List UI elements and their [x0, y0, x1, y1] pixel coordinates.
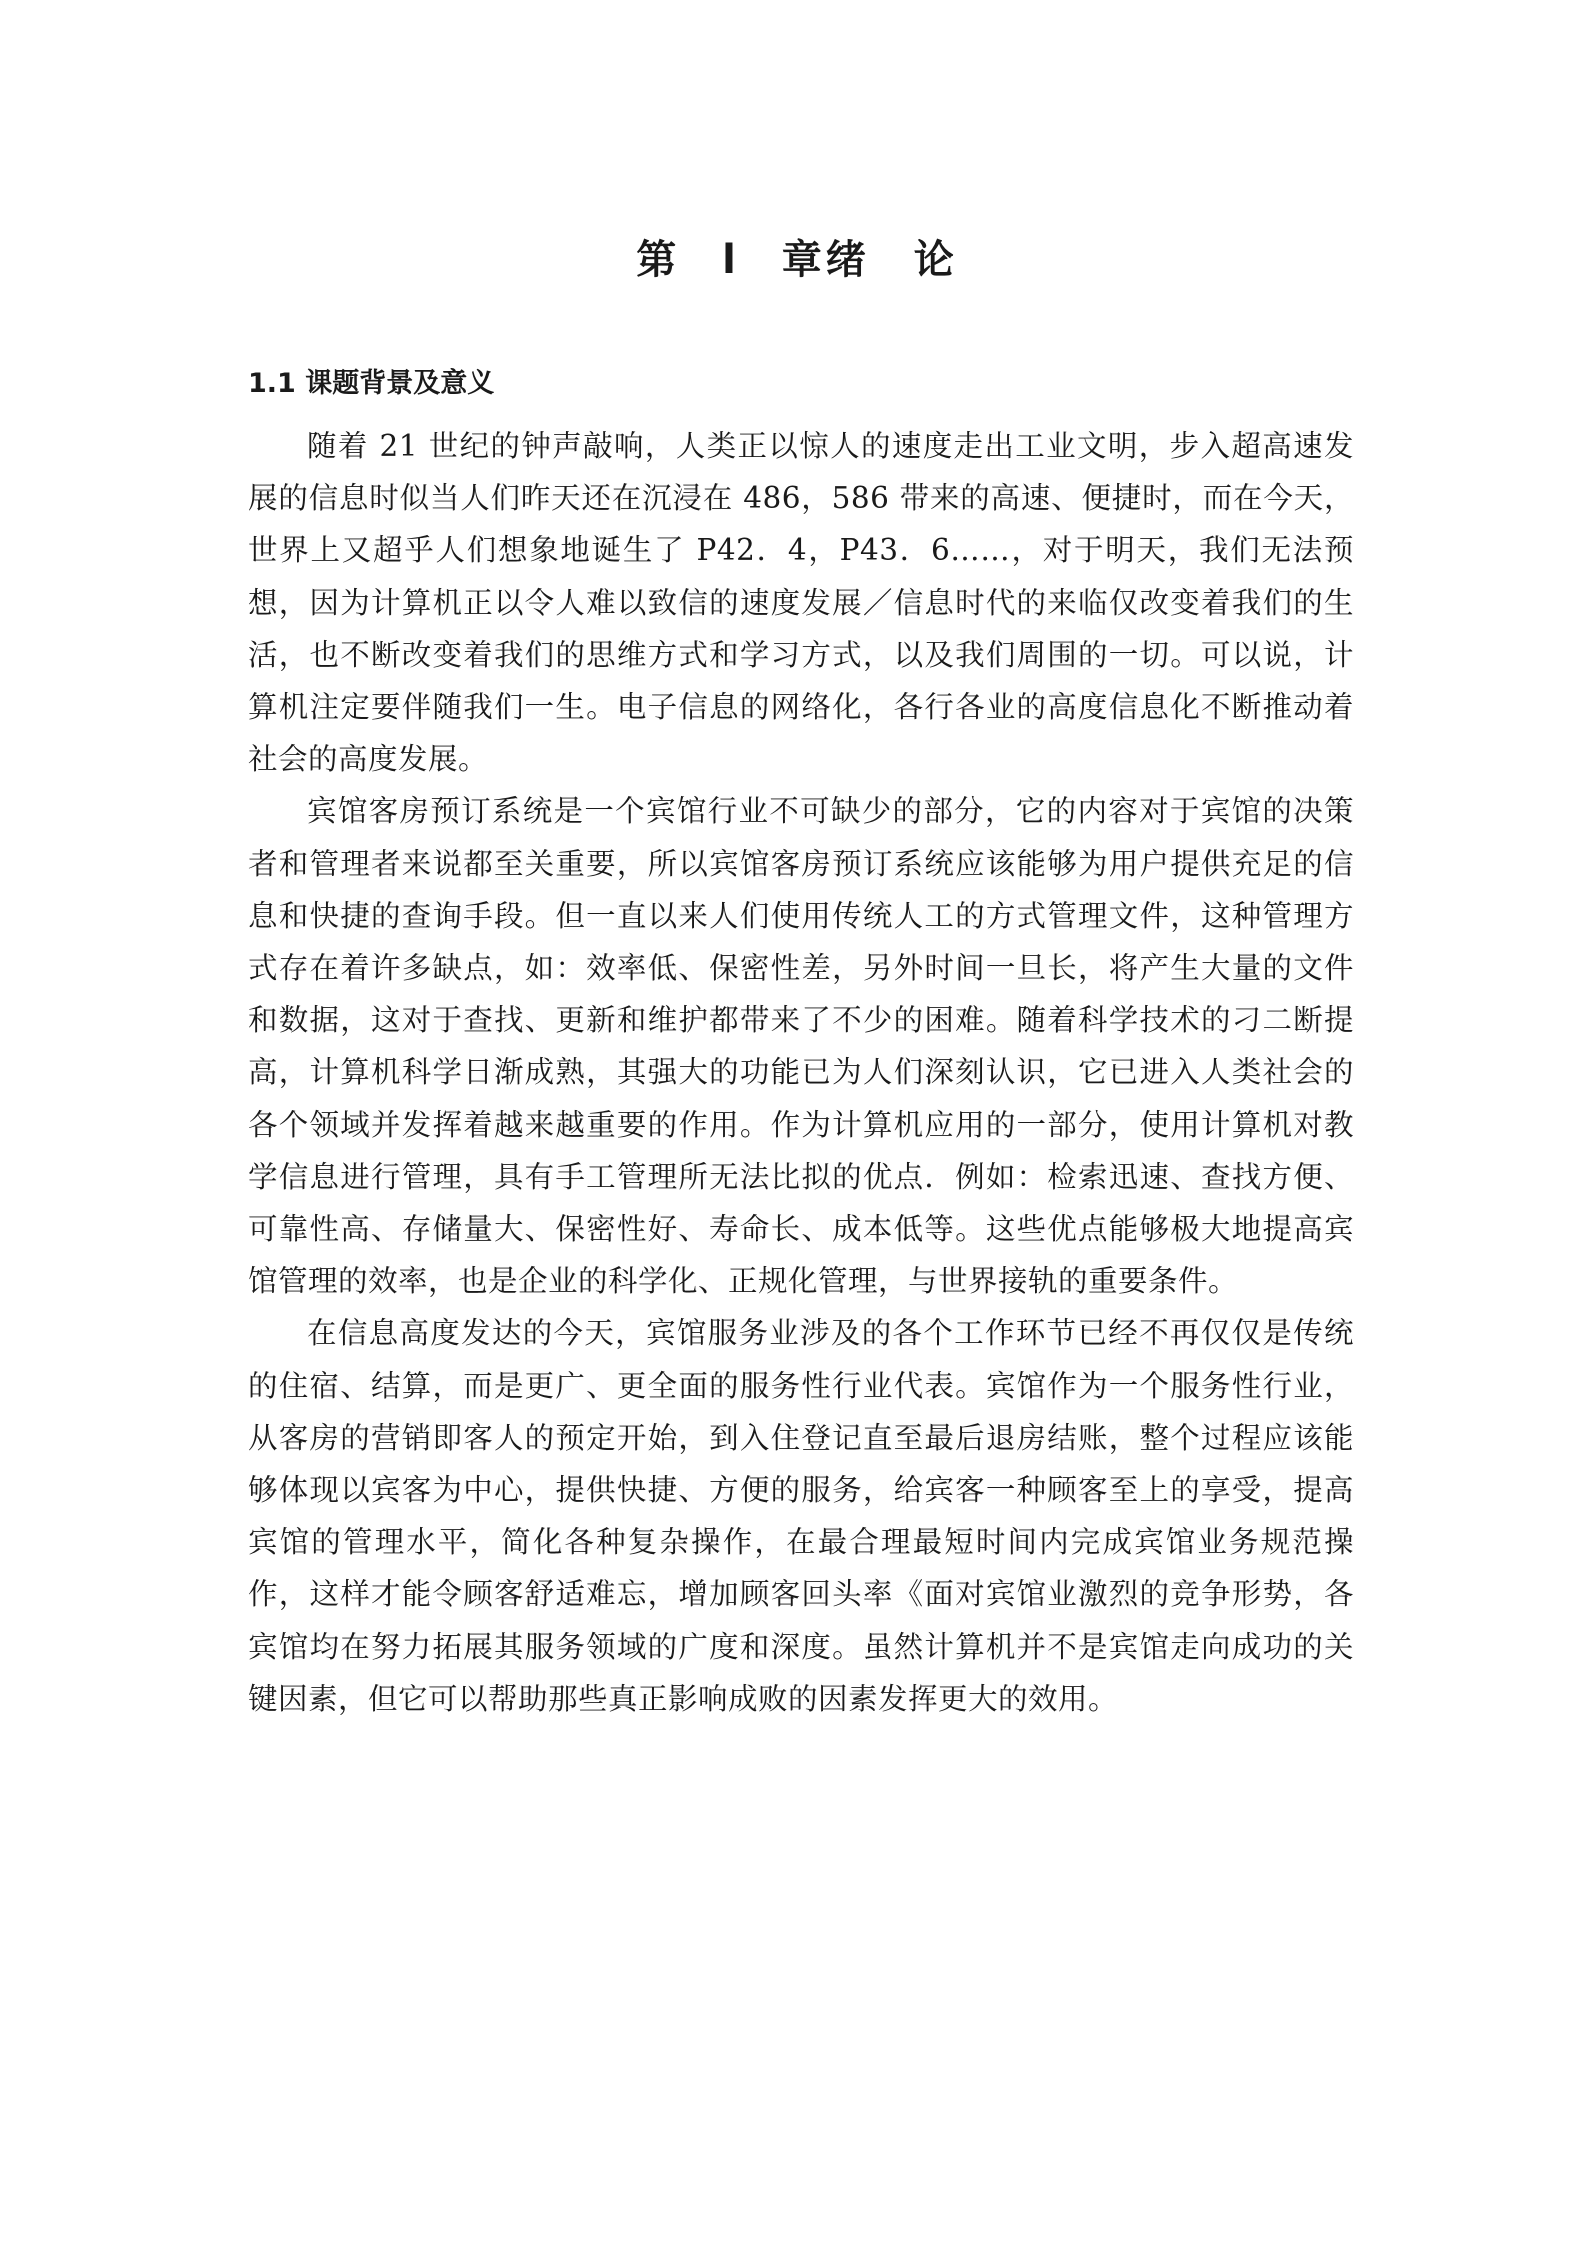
paragraph-3: 在信息高度发达的今天，宾馆服务业涉及的各个工作环节已经不再仅仅是传统的住宿、结算，而是更广、更全面的服务性行业代表。宾馆作为一个服务性行业，从客房的营销即客人的预定开始，到入住登记直至最后退房结账，整个过程应该能够体现以宾客为中心，提供快捷、方便的服务，给宾客一种顾客至上的享受，提高宾馆的管理水平，简化各种复杂操作，在最合理最短时间内完成宾馆业务规范操作，这样才能令顾客舒适难忘，增加顾客回头率《面对宾馆业激烈的竞争形势，各宾馆均在努力拓展其服务领域的广度和深度。虽然计算机并不是宾馆走向成功的关键因素，但它可以帮助那些真正影响成败的因素发挥更大的效用。 [248, 1316, 1354, 1716]
paragraph-1: 随着 21 世纪的钟声敲响，人类正以惊人的速度走出工业文明，步入超高速发展的信息时似当人们昨天还在沉浸在 486，586 带来的高速、便捷时，而在今天，世界上又超乎人们想象地诞生了 P42．4，P43．6……，对于明天，我们无法预想，因为计算机正以令人难以致信的速度发展／信息时代的来临仅改变着我们的生活，也不断改变着我们的思维方式和学习方式，以及我们周围的一切。可以说，计算机注定要伴随我们一生。电子信息的网络化，各行各业的高度信息化不断推动着社会的高度发展。 [248, 429, 1354, 777]
section-heading: 1.1 课题背景及意义 [248, 368, 495, 399]
body-text [248, 420, 1354, 1725]
chapter-title: 第 l 章绪 论 [636, 237, 958, 283]
paragraph-2: 宾馆客房预订系统是一个宾馆行业不可缺少的部分，它的内容对于宾馆的决策者和管理者来说都至关重要，所以宾馆客房预订系统应该能够为用户提供充足的信息和快捷的查询手段。但一直以来人们使用传统人工的方式管理文件，这种管理方式存在着许多缺点，如：效率低、保密性差，另外时间一旦长，将产生大量的文件和数据，这对于查找、更新和维护都带来了不少的困难。随着科学技术的刁二断提高，计算机科学日渐成熟，其强大的功能已为人们深刻认识，它已进入人类社会的各个领域并发挥着越来越重要的作用。作为计算机应用的一部分，使用计算机对教学信息进行管理，具有手工管理所无法比拟的优点．例如：检索迅速、查找方便、可靠性高、存储量大、保密性好、寿命长、成本低等。这些优点能够极大地提高宾馆管理的效率，也是企业的科学化、正规化管理，与世界接轨的重要条件。 [248, 794, 1354, 1299]
